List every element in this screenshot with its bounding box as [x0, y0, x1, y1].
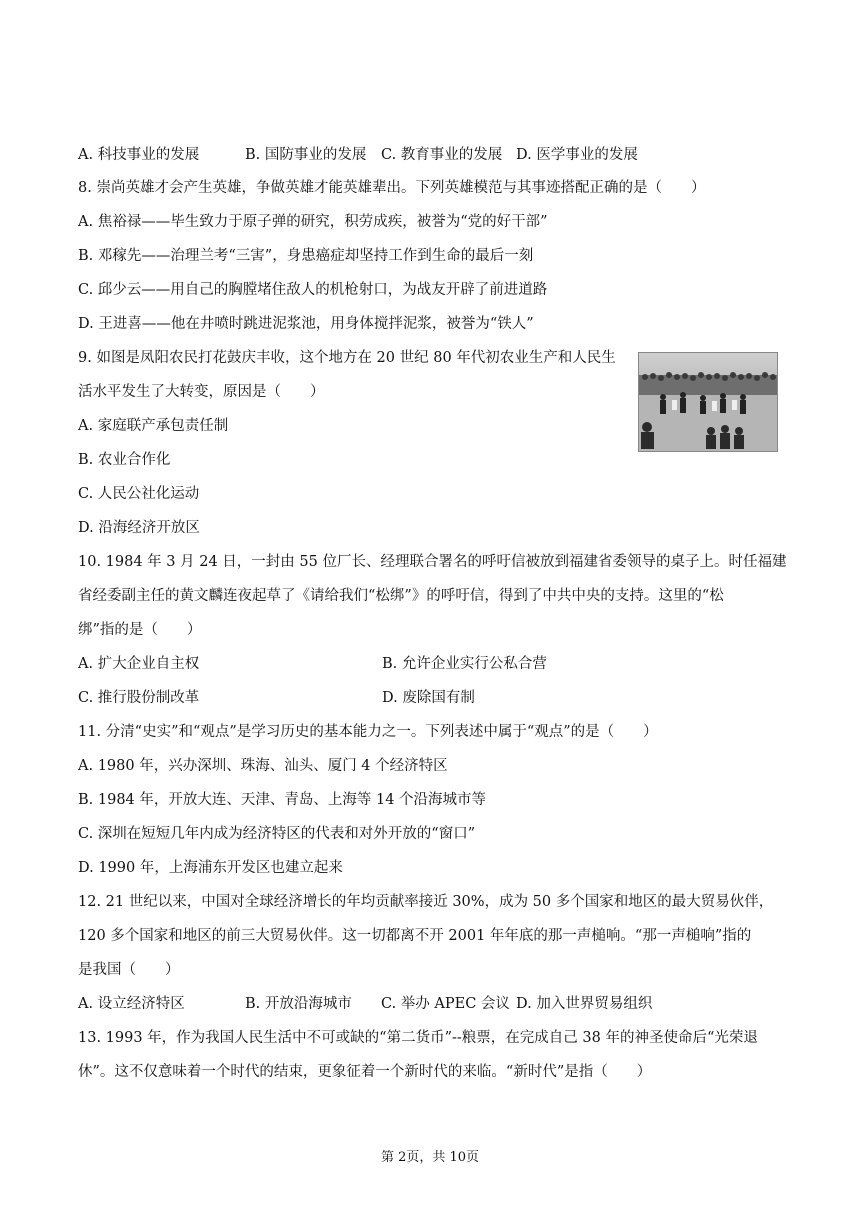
- q9-option-c: C. 人民公社化运动: [78, 486, 200, 502]
- q10-stem-line2: 省经委副主任的黄文麟连夜起草了《请给我们“松绑”》的呼吁信，得到了中共中央的支持。这里的“松: [78, 588, 724, 604]
- q9-option-a: A. 家庭联产承包责任制: [78, 418, 229, 434]
- q8-option-d: D. 王进喜——他在井喷时跳进泥浆池，用身体搅拌泥浆，被誉为“铁人”: [78, 316, 534, 332]
- q10-option-b: B. 允许企业实行公私合营: [382, 656, 547, 672]
- q12-option-a: A. 设立经济特区: [78, 996, 185, 1012]
- q8-option-a: A. 焦裕禄——毕生致力于原子弹的研究，积劳成疾，被誉为“党的好干部”: [78, 214, 548, 230]
- q7-option-d: D. 医学事业的发展: [516, 147, 638, 163]
- page-footer: 第 2页，共 10页: [380, 1150, 480, 1165]
- q12-stem-line3: 是我国（ ）: [78, 962, 180, 978]
- q7-option-b: B. 国防事业的发展: [245, 147, 367, 163]
- q10-option-c: C. 推行股份制改革: [78, 690, 200, 706]
- q8-option-b: B. 邓稼先——治理兰考“三害”，身患癌症却坚持工作到生命的最后一刻: [78, 248, 534, 264]
- q12-option-c: C. 举办 APEC 会议: [381, 996, 510, 1012]
- q8-stem: 8. 崇尚英雄才会产生英雄，争做英雄才能英雄辈出。下列英雄模范与其事迹搭配正确的是（ ）: [78, 180, 706, 196]
- q11-option-d: D. 1990 年，上海浦东开发区也建立起来: [78, 860, 343, 876]
- q8-option-c: C. 邱少云——用自己的胸膛堵住敌人的机枪射口，为战友开辟了前进道路: [78, 282, 548, 298]
- q10-option-a: A. 扩大企业自主权: [78, 656, 200, 672]
- q11-stem: 11. 分清“史实”和“观点”是学习历史的基本能力之一。下列表述中属于“观点”的是（ ）: [78, 724, 658, 740]
- q12-stem-line1: 12. 21 世纪以来，中国对全球经济增长的年均贡献率接近 30%，成为 50 多个国家和地区的最大贸易伙伴，: [78, 894, 774, 910]
- q11-option-b: B. 1984 年，开放大连、天津、青岛、上海等 14 个沿海城市等: [78, 792, 487, 808]
- q13-stem-line2: 休”。这不仅意味着一个时代的结束，更象征着一个新时代的来临。“新时代”是指（ ）: [78, 1064, 652, 1080]
- q13-stem-line1: 13. 1993 年，作为我国人民生活中不可或缺的“第二货币”--粮票，在完成自己 38 年的神圣使命后“光荣退: [78, 1030, 758, 1046]
- q7-option-a: A. 科技事业的发展: [78, 147, 200, 163]
- farmers-drum-dance-photo: [638, 352, 778, 452]
- q10-option-d: D. 废除国有制: [382, 690, 475, 706]
- q10-stem-line1: 10. 1984 年 3 月 24 日，一封由 55 位厂长、经理联合署名的呼吁信被放到福建省委领导的桌子上。时任福建: [78, 554, 787, 570]
- q11-option-a: A. 1980 年，兴办深圳、珠海、汕头、厦门 4 个经济特区: [78, 758, 448, 774]
- q12-option-d: D. 加入世界贸易组织: [516, 996, 653, 1012]
- q7-option-c: C. 教育事业的发展: [381, 147, 503, 163]
- q9-stem-line1: 9. 如图是凤阳农民打花鼓庆丰收，这个地方在 20 世纪 80 年代初农业生产和人民生: [78, 350, 616, 366]
- q12-option-b: B. 开放沿海城市: [245, 996, 352, 1012]
- q12-stem-line2: 120 多个国家和地区的前三大贸易伙伴。这一切都离不开 2001 年年底的那一声槌响。“那一声槌响”指的: [78, 928, 752, 944]
- q9-stem-line2: 活水平发生了大转变，原因是（ ）: [78, 384, 325, 400]
- q9-option-b: B. 农业合作化: [78, 452, 171, 468]
- q9-option-d: D. 沿海经济开放区: [78, 520, 200, 536]
- q11-option-c: C. 深圳在短短几年内成为经济特区的代表和对外开放的“窗口”: [78, 826, 476, 842]
- q10-stem-line3: 绑”指的是（ ）: [78, 622, 202, 638]
